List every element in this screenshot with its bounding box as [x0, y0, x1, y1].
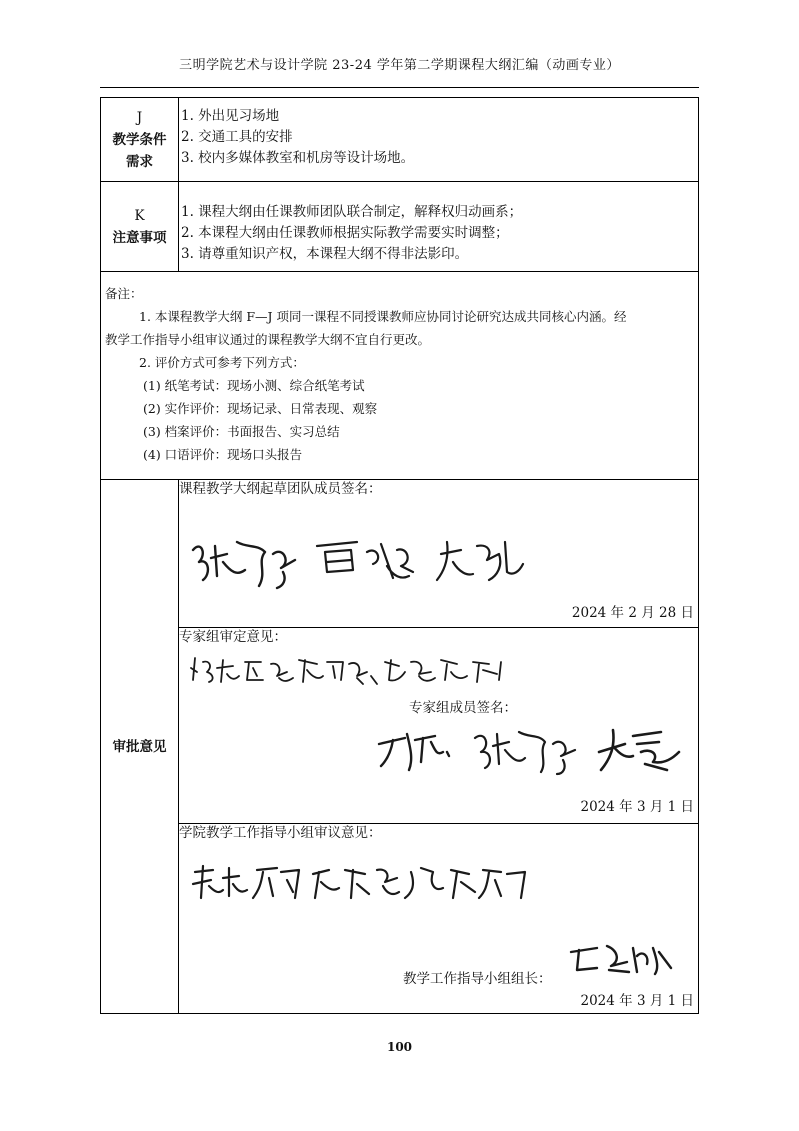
college-opinion-title: 学院教学工作指导小组审议意见： [179, 825, 382, 841]
leader-signature [567, 938, 677, 978]
team-date: 2024 年 2 月 28 日 [571, 605, 694, 621]
leader-label: 教学工作指导小组组长： [403, 971, 552, 987]
college-date: 2024 年 3 月 1 日 [580, 993, 694, 1009]
section-k-code: K [134, 207, 145, 224]
college-opinion-cell [179, 824, 699, 1014]
syllabus-table [100, 97, 699, 1014]
list-item: 3. 校内多媒体教室和机房等设计场地。 [181, 150, 415, 166]
section-j-items [179, 98, 699, 182]
expert-signatures [375, 722, 695, 776]
expert-opinion-cell [179, 628, 699, 824]
team-signature-cell [179, 480, 699, 628]
section-k-items [179, 182, 699, 272]
header-rule [100, 87, 699, 88]
team-signatures [187, 532, 547, 592]
remarks-heading: 备注： [105, 286, 143, 301]
section-k-label [101, 182, 179, 272]
expert-members-label: 专家组成员签名： [409, 700, 517, 716]
remarks-line-1b: 教学工作指导小组审议通过的课程教学大纲不宜自行更改。 [105, 332, 431, 347]
section-j-code: J [136, 109, 143, 126]
list-item: 3. 请尊重知识产权，本课程大纲不得非法影印。 [181, 246, 469, 262]
section-k-label-text: 注意事项 [112, 229, 167, 246]
remarks-line-1: 1. 本课程教学大纲 F—J 项同一课程不同授课教师应协同讨论研究达成共同核心内涵。经 [139, 309, 627, 324]
approval-label: 审批意见 [101, 480, 179, 1014]
college-opinion-handwriting [189, 858, 539, 906]
section-j-label-line2: 需求 [126, 153, 153, 170]
list-item: 1. 外出见习场地 [181, 108, 280, 124]
evaluation-method: (1) 纸笔考试：现场小测、综合纸笔考试 [143, 378, 365, 393]
section-j-label [101, 98, 179, 182]
page-header: 三明学院艺术与设计学院 23-24 学年第二学期课程大纲汇编（动画专业） [179, 58, 620, 73]
list-item: 2. 本课程大纲由任课教师根据实际教学需要实时调整； [181, 225, 509, 241]
evaluation-method: (2) 实作评价：现场记录、日常表现、观察 [143, 401, 378, 416]
remarks-cell [101, 272, 699, 480]
list-item: 2. 交通工具的安排 [181, 129, 293, 145]
team-signature-title: 课程教学大纲起草团队成员签名： [179, 481, 382, 497]
evaluation-method: (3) 档案评价：书面报告、实习总结 [143, 424, 340, 439]
page-number: 100 [386, 1040, 413, 1054]
remarks-line-2: 2. 评价方式可参考下列方式： [139, 355, 305, 370]
section-j-label-line1: 教学条件 [112, 131, 167, 148]
expert-opinion-handwriting [187, 650, 527, 690]
expert-opinion-title: 专家组审定意见： [179, 629, 287, 645]
list-item: 1. 课程大纲由任课教师团队联合制定，解释权归动画系； [181, 204, 523, 220]
evaluation-method: (4) 口语评价：现场口头报告 [143, 447, 303, 462]
expert-date: 2024 年 3 月 1 日 [580, 799, 694, 815]
